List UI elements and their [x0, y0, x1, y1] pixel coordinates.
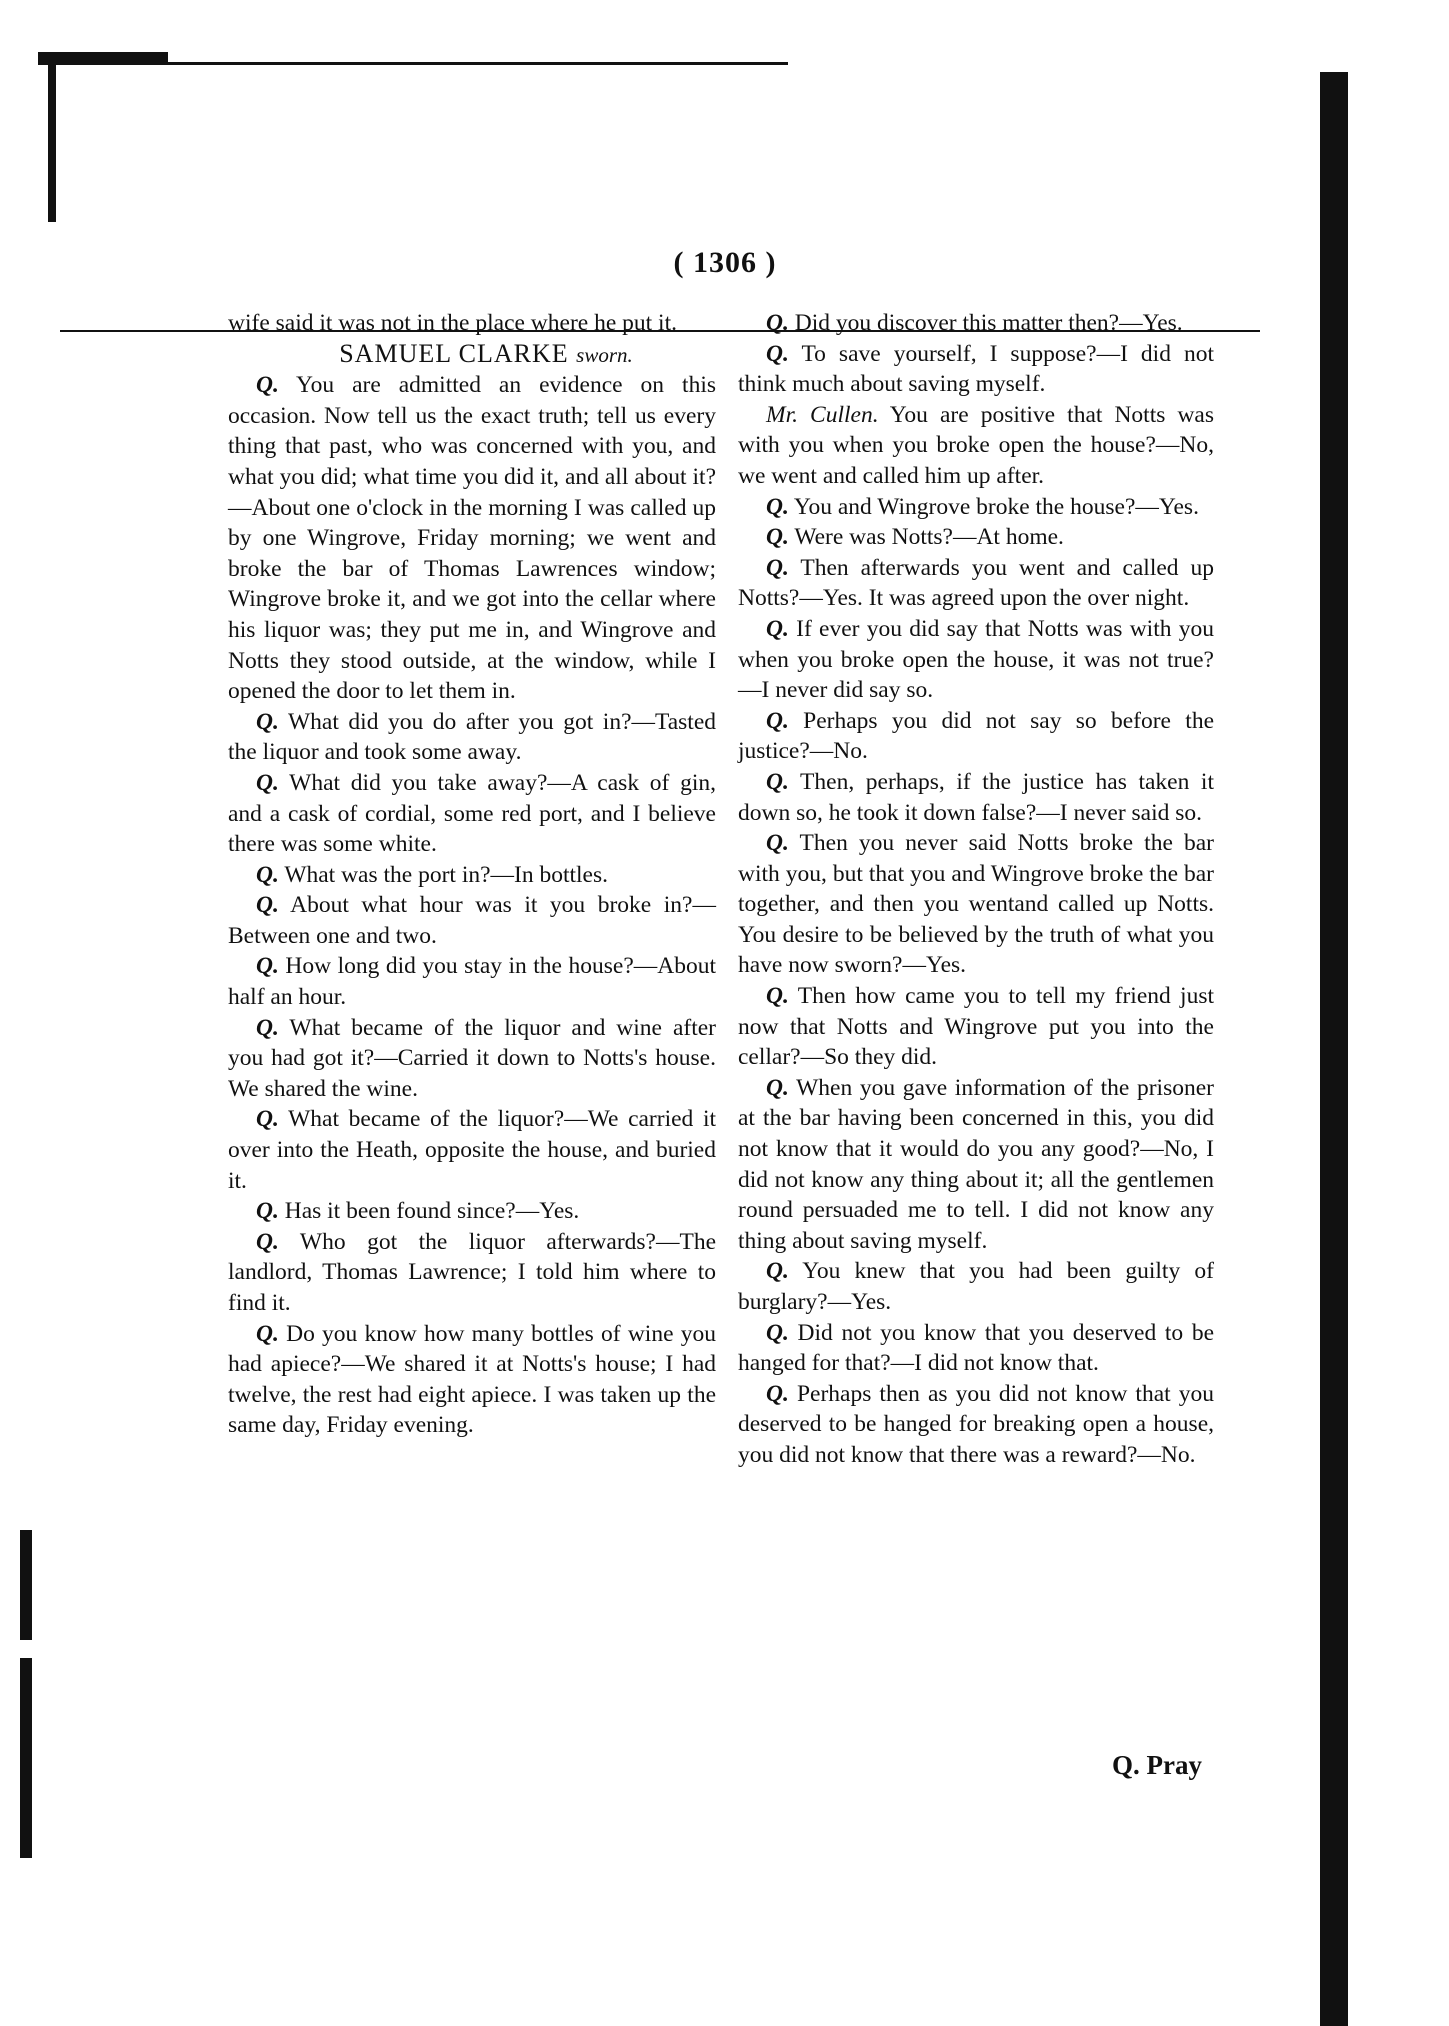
- paragraph-text: If ever you did say that Notts was with you when you broke open the house, it was not true?—I never did say so.: [738, 615, 1215, 704]
- question-mark: Q.: [766, 340, 789, 367]
- paragraph: [228, 1319, 716, 1441]
- paragraph: [228, 308, 716, 339]
- paragraph: [228, 890, 716, 951]
- paragraph: [738, 522, 1214, 553]
- question-mark: Q.: [256, 708, 279, 735]
- paragraph: [738, 308, 1214, 339]
- paragraph: [738, 828, 1214, 981]
- paragraph-text: How long did you stay in the house?—About half an hour.: [228, 953, 717, 1011]
- top-left-bar: [38, 52, 168, 62]
- paragraph-text: Perhaps you did not say so before the justice?—No.: [738, 707, 1214, 765]
- question-mark: Q.: [256, 769, 279, 796]
- paragraph-text: Then you never said Notts broke the bar with you, but that you and Wingrove broke the bar together, and then you wentand called up Notts. You desire to be believed by the truth of what you have now sworn?—Yes.: [738, 830, 1214, 979]
- question-mark: Q.: [766, 493, 789, 520]
- left-edge-mark-2: [20, 1658, 32, 1858]
- question-mark: Q.: [766, 1380, 789, 1407]
- question-mark: Q.: [256, 953, 279, 980]
- question-mark: Q.: [766, 1258, 789, 1285]
- paragraph: [738, 981, 1214, 1073]
- paragraph-text: Has it been found since?—Yes.: [284, 1198, 580, 1225]
- paragraph-text: What did you take away?—A cask of gin, and a cask of cordial, some red port, and I believe there was some white.: [228, 769, 717, 858]
- paragraph-text: About what hour was it you broke in?—Between one and two.: [228, 892, 716, 949]
- question-mark: Q.: [766, 707, 789, 734]
- paragraph-text: You are admitted an evidence on this occasion. Now tell us the exact truth; tell us every thing that past, who was concerned with you, and what you did; what time you did it, and all about it?—About one o'clock in the morning I was called up by one Wingrove, Friday morning; we went and broke the bar of Thomas Lawrences window; Wingrove broke it, and we got into the cellar where his liquor was; they put me in, and Wingrove and Notts they stood outside, at the window, while I opened the door to let them in.: [228, 372, 716, 705]
- top-left-vertical: [48, 52, 56, 222]
- paragraph: [228, 1104, 716, 1196]
- paragraph-text: Then how came you to tell my friend just now that Notts and Wingrove put you into the cellar?—So they did.: [738, 983, 1215, 1071]
- question-mark: Q.: [256, 892, 279, 919]
- paragraph-text: Perhaps then as you did not know that you deserved to be hanged for breaking open a house, you did not know that there was a reward?—No.: [738, 1380, 1214, 1468]
- question-mark: Q.: [766, 830, 789, 857]
- paragraph-text: Who got the liquor afterwards?—The landlord, Thomas Lawrence; I told him where to find it.: [228, 1228, 717, 1316]
- witness-sworn: sworn.: [576, 342, 633, 367]
- paragraph: [738, 1256, 1214, 1317]
- question-mark: Q.: [766, 524, 789, 551]
- paragraph-text: Did you discover this matter then?—Yes.: [794, 310, 1183, 336]
- paragraph: [228, 1196, 716, 1227]
- page-number: ( 1306 ): [673, 246, 777, 279]
- question-mark: Q.: [766, 310, 789, 336]
- paragraph: [738, 614, 1214, 706]
- paragraph-text: Were was Notts?—At home.: [794, 524, 1064, 551]
- question-mark: Q.: [256, 1320, 279, 1347]
- witness-heading: [228, 339, 716, 371]
- question-mark: Q.: [766, 768, 789, 795]
- left-column: [228, 308, 716, 1441]
- paragraph: [228, 951, 716, 1012]
- witness-name: SAMUEL CLARKE: [339, 338, 569, 368]
- paragraph-text: You and Wingrove broke the house?—Yes.: [793, 493, 1199, 520]
- question-mark: Q.: [766, 1319, 789, 1346]
- paragraph-text: What did you do after you got in?—Tasted the liquor and took some away.: [228, 708, 716, 766]
- paragraph: [738, 339, 1214, 400]
- question-mark: Q.: [256, 1228, 279, 1255]
- paragraph: [738, 1318, 1214, 1379]
- paragraph: [228, 707, 716, 768]
- paragraph: [228, 1013, 716, 1105]
- question-mark: Q.: [256, 1014, 279, 1041]
- paragraph: [738, 400, 1214, 492]
- paragraph: [228, 860, 716, 891]
- question-mark: Q.: [766, 615, 789, 642]
- paragraph-text: What became of the liquor and wine after you had got it?—Carried it down to Notts's house. We shared the wine.: [228, 1014, 716, 1102]
- paragraph-text: wife said it was not in the place where he put it.: [228, 310, 677, 336]
- paragraph-text: You are positive that Notts was with you when you broke open the house?—No, we went and called him up after.: [738, 401, 1214, 489]
- question-mark: Q.: [256, 861, 279, 888]
- speaker: Mr. Cullen.: [766, 401, 879, 428]
- paragraph-text: Do you know how many bottles of wine you had apiece?—We shared it at Notts's house; I had twelve, the rest had eight apiece. I was taken up the same day, Friday evening.: [228, 1320, 716, 1439]
- paragraph: [228, 370, 716, 707]
- right-edge-bar: [1320, 72, 1348, 2026]
- question-mark: Q.: [766, 554, 789, 581]
- paragraph: [738, 492, 1214, 523]
- paragraph-text: To save yourself, I suppose?—I did not think much about saving myself.: [738, 340, 1214, 398]
- question-mark: Q.: [766, 1074, 789, 1101]
- paragraph: [738, 767, 1214, 828]
- top-left-rule: [38, 62, 788, 65]
- question-mark: Q.: [256, 1198, 279, 1225]
- paragraph-text: Then, perhaps, if the justice has taken it down so, he took it down false?—I never said so.: [738, 768, 1214, 826]
- paragraph-text: You knew that you had been guilty of burglary?—Yes.: [738, 1258, 1214, 1315]
- paragraph-text: What was the port in?—In bottles.: [284, 861, 609, 888]
- paragraph-text: What became of the liquor?—We carried it over into the Heath, opposite the house, and buried it.: [228, 1106, 717, 1194]
- question-mark: Q.: [766, 983, 789, 1010]
- question-mark: Q.: [256, 1106, 279, 1133]
- left-edge-mark-1: [20, 1530, 32, 1640]
- paragraph: [738, 706, 1214, 767]
- paragraph: [228, 768, 716, 860]
- paragraph: [228, 1227, 716, 1319]
- paragraph-text: Did not you know that you deserved to be hanged for that?—I did not know that.: [738, 1319, 1215, 1377]
- paragraph: [738, 1379, 1214, 1471]
- paragraph: [738, 1073, 1214, 1257]
- catchword: Q. Pray: [1112, 1750, 1202, 1780]
- paragraph: [738, 553, 1214, 614]
- paragraph-text: When you gave information of the prisoner at the bar having been concerned in this, you did not know that it would do you any good?—No, I did not know any thing about it; all the gentlemen round persuaded me to tell. I did not know any thing about saving myself.: [738, 1074, 1214, 1254]
- right-column: [738, 308, 1214, 1471]
- paragraph-text: Then afterwards you went and called up Notts?—Yes. It was agreed upon the over night.: [738, 554, 1214, 612]
- question-mark: Q.: [256, 372, 279, 399]
